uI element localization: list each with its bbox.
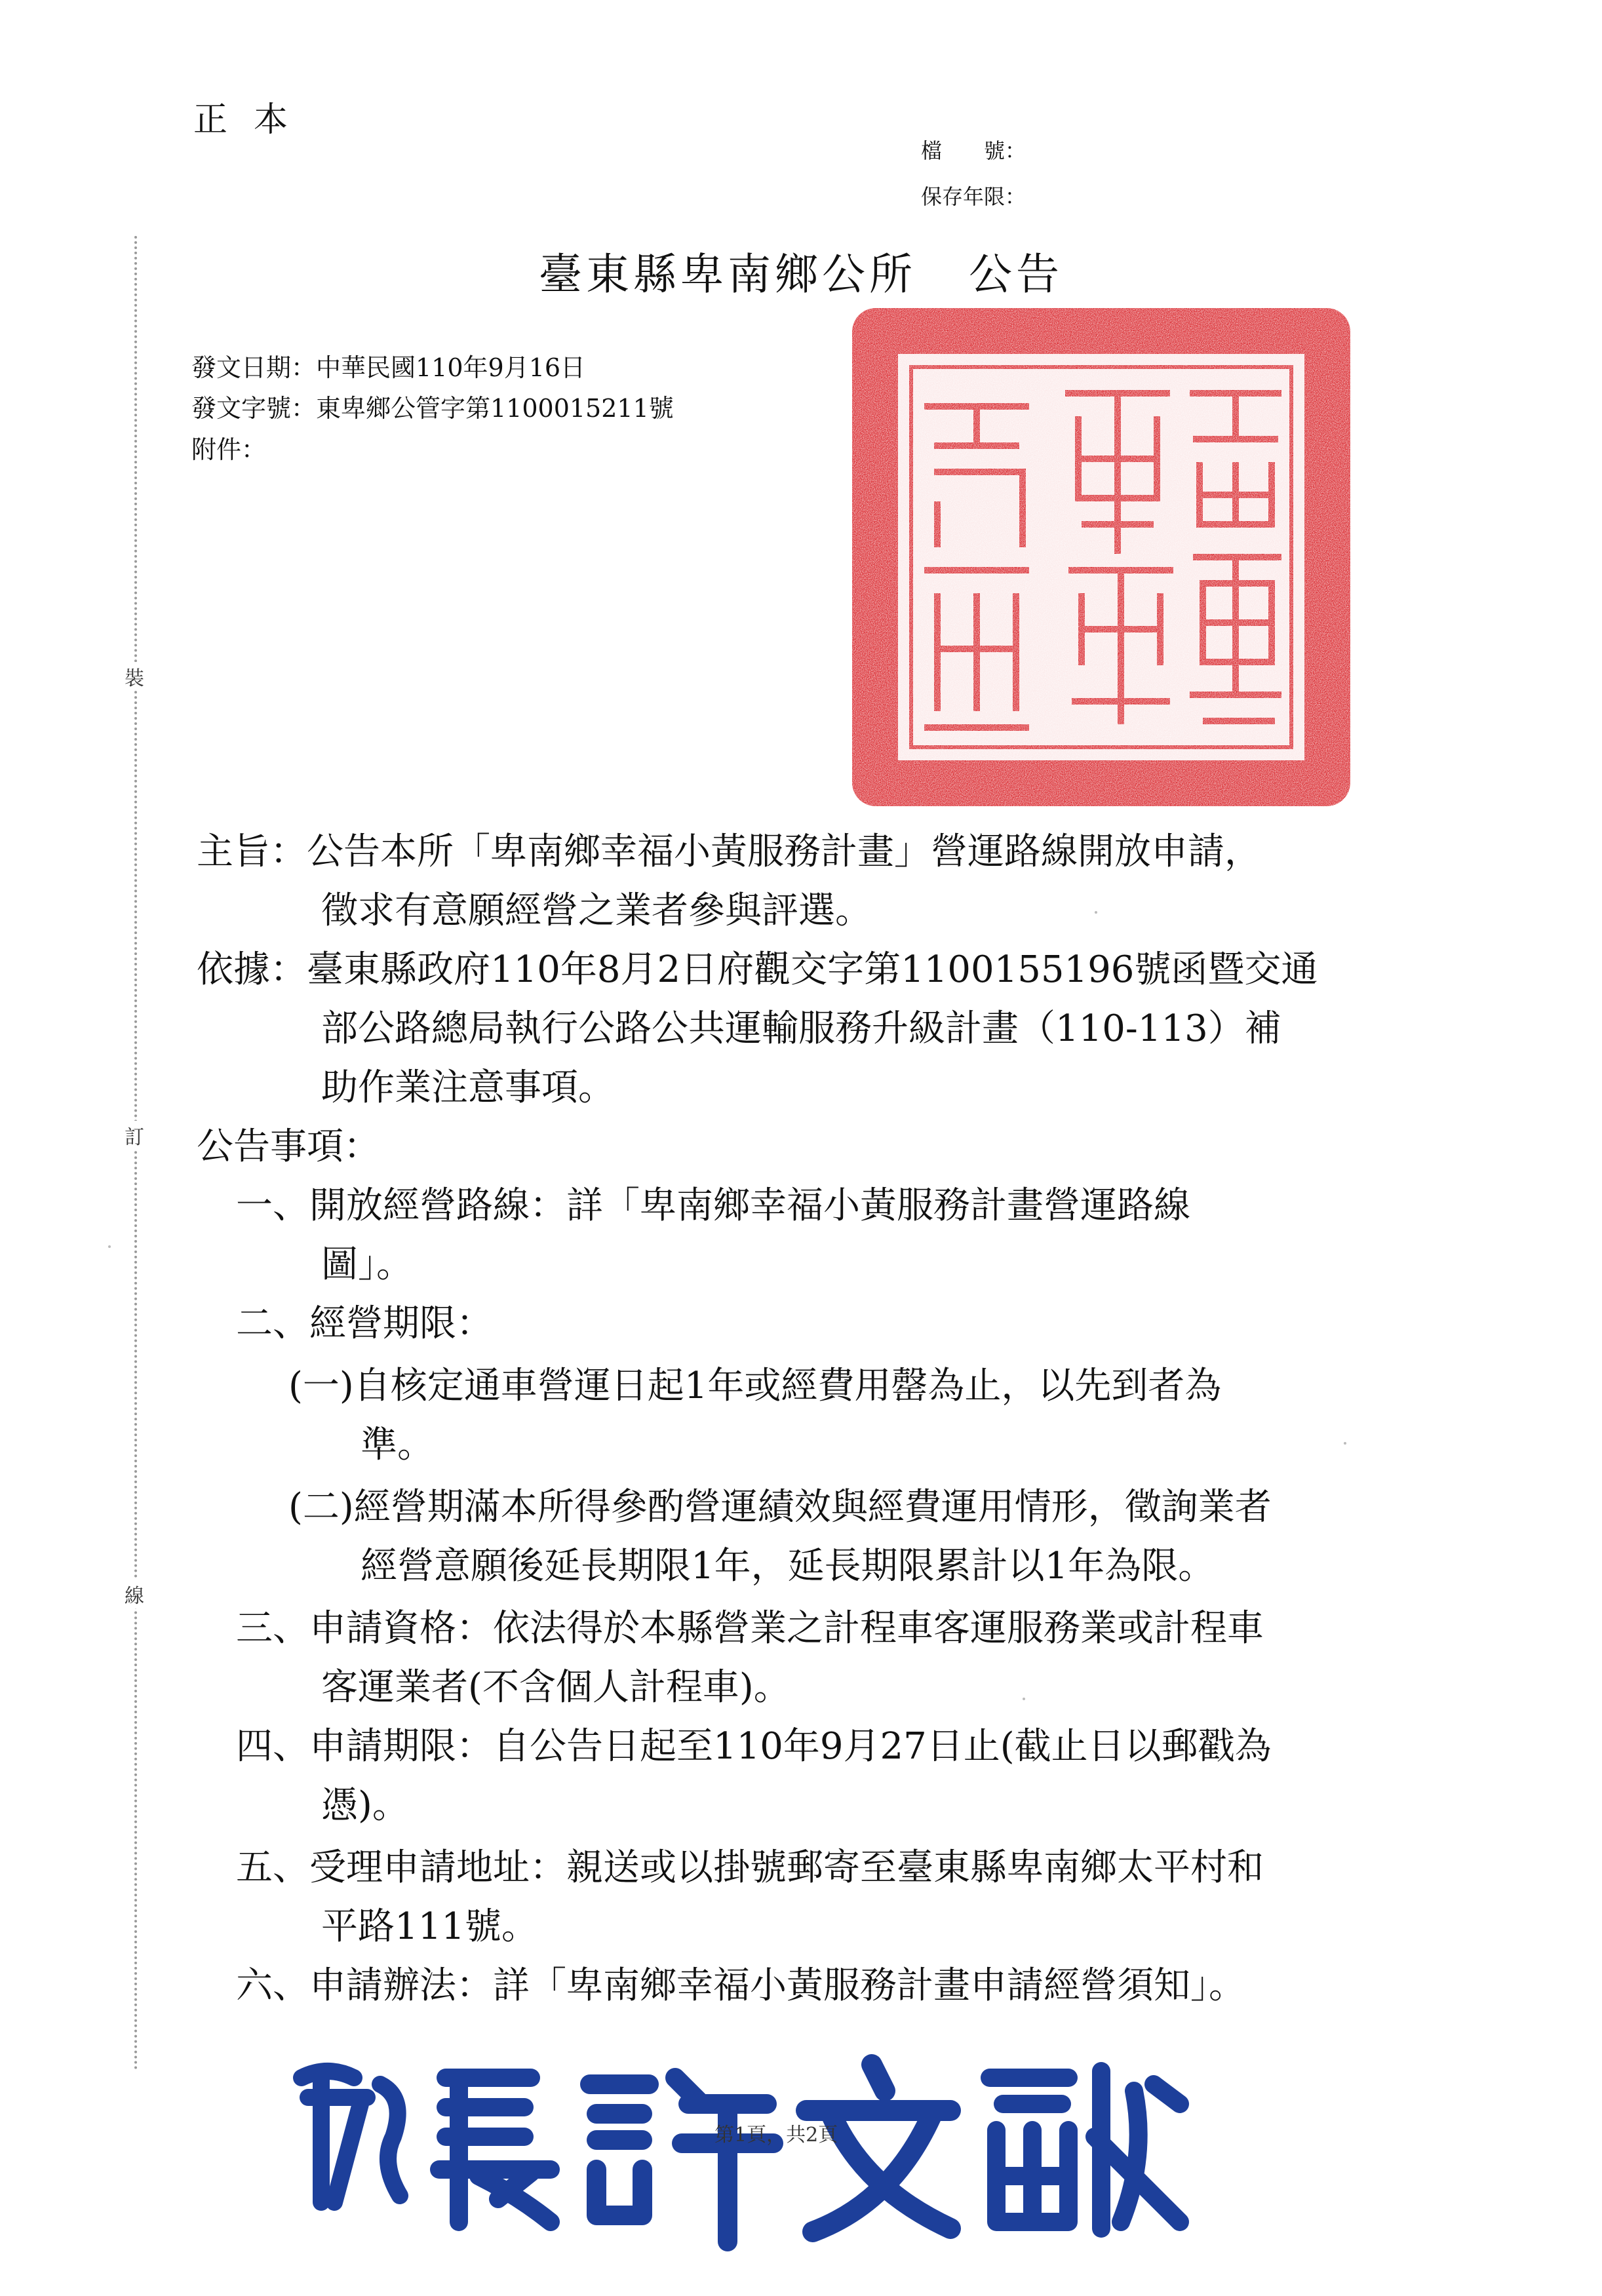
official-seal-stamp <box>852 308 1350 806</box>
page-title <box>0 239 1602 302</box>
item-2b-line-1: (二)經營期滿本所得參酌營運績效與經費運用情形，徵詢業者 <box>288 1486 1272 1528</box>
item-2a-line-1: (一)自核定通車營運日起1年或經費用罄為止，以先到者為 <box>288 1365 1222 1407</box>
item-3-line-2: 客運業者(不含個人計程車)。 <box>321 1666 791 1709</box>
item-2b-line-2: 經營意願後延長期限1年，延長期限累計以1年為限。 <box>361 1545 1215 1587</box>
scan-speck <box>1344 1442 1346 1445</box>
subject-line-2: 徵求有意願經營之業者參與評選。 <box>321 889 872 932</box>
item-5-line-1: 五、受理申請地址：親送或以掛號郵寄至臺東縣卑南鄉太平村和 <box>236 1846 1264 1889</box>
page-number: 第1頁，共2頁 <box>714 2124 838 2147</box>
doc-number-label: 檔 號： <box>921 138 1026 163</box>
scan-speck <box>1095 911 1097 914</box>
copy-label: 正本 <box>193 100 315 140</box>
title-office: 臺東縣卑南鄉公所 <box>539 249 916 300</box>
basis-line-3: 助作業注意事項。 <box>321 1066 615 1109</box>
issue-date: 發文日期：中華民國110年9月16日 <box>191 353 586 382</box>
subject-line-1: 主旨：公告本所「卑南鄉幸福小黃服務計畫」營運路線開放申請， <box>197 830 1261 873</box>
item-5-line-2: 平路111號。 <box>321 1905 538 1948</box>
item-2-heading: 二、經營期限： <box>236 1302 493 1345</box>
document-number: 發文字號：東卑鄉公管字第1100015211號 <box>191 394 674 423</box>
retention-label: 保存年限： <box>921 184 1026 209</box>
scan-speck <box>108 1245 111 1248</box>
binding-line <box>134 236 137 2071</box>
item-4-line-2: 憑)。 <box>321 1784 409 1827</box>
title-type: 公告 <box>969 249 1063 300</box>
item-2a-line-2: 準。 <box>361 1424 434 1466</box>
item-6-line: 六、申請辦法：詳「卑南鄉幸福小黃服務計畫申請經營須知」。 <box>236 1964 1245 2007</box>
basis-line-2: 部公路總局執行公路公共運輸服務升級計畫（110-113）補 <box>321 1007 1281 1050</box>
binding-mark-zhuang: 裝 <box>121 662 147 691</box>
item-4-line-1: 四、申請期限：自公告日起至110年9月27日止(截止日以郵戳為 <box>236 1725 1272 1768</box>
scan-speck <box>1023 1698 1025 1700</box>
item-1-line-1: 一、開放經營路線：詳「卑南鄉幸福小黃服務計畫營運路線 <box>236 1184 1190 1227</box>
binding-mark-ding: 訂 <box>121 1121 147 1150</box>
notice-heading: 公告事項： <box>197 1125 380 1168</box>
item-1-line-2: 圖」。 <box>321 1243 413 1286</box>
item-3-line-1: 三、申請資格：依法得於本縣營業之計程車客運服務業或計程車 <box>236 1607 1264 1650</box>
basis-line-1: 依據：臺東縣政府110年8月2日府觀交字第1100155196號函暨交通 <box>197 948 1318 991</box>
attachment-label: 附件： <box>191 435 267 464</box>
binding-mark-xian: 線 <box>121 1580 147 1608</box>
